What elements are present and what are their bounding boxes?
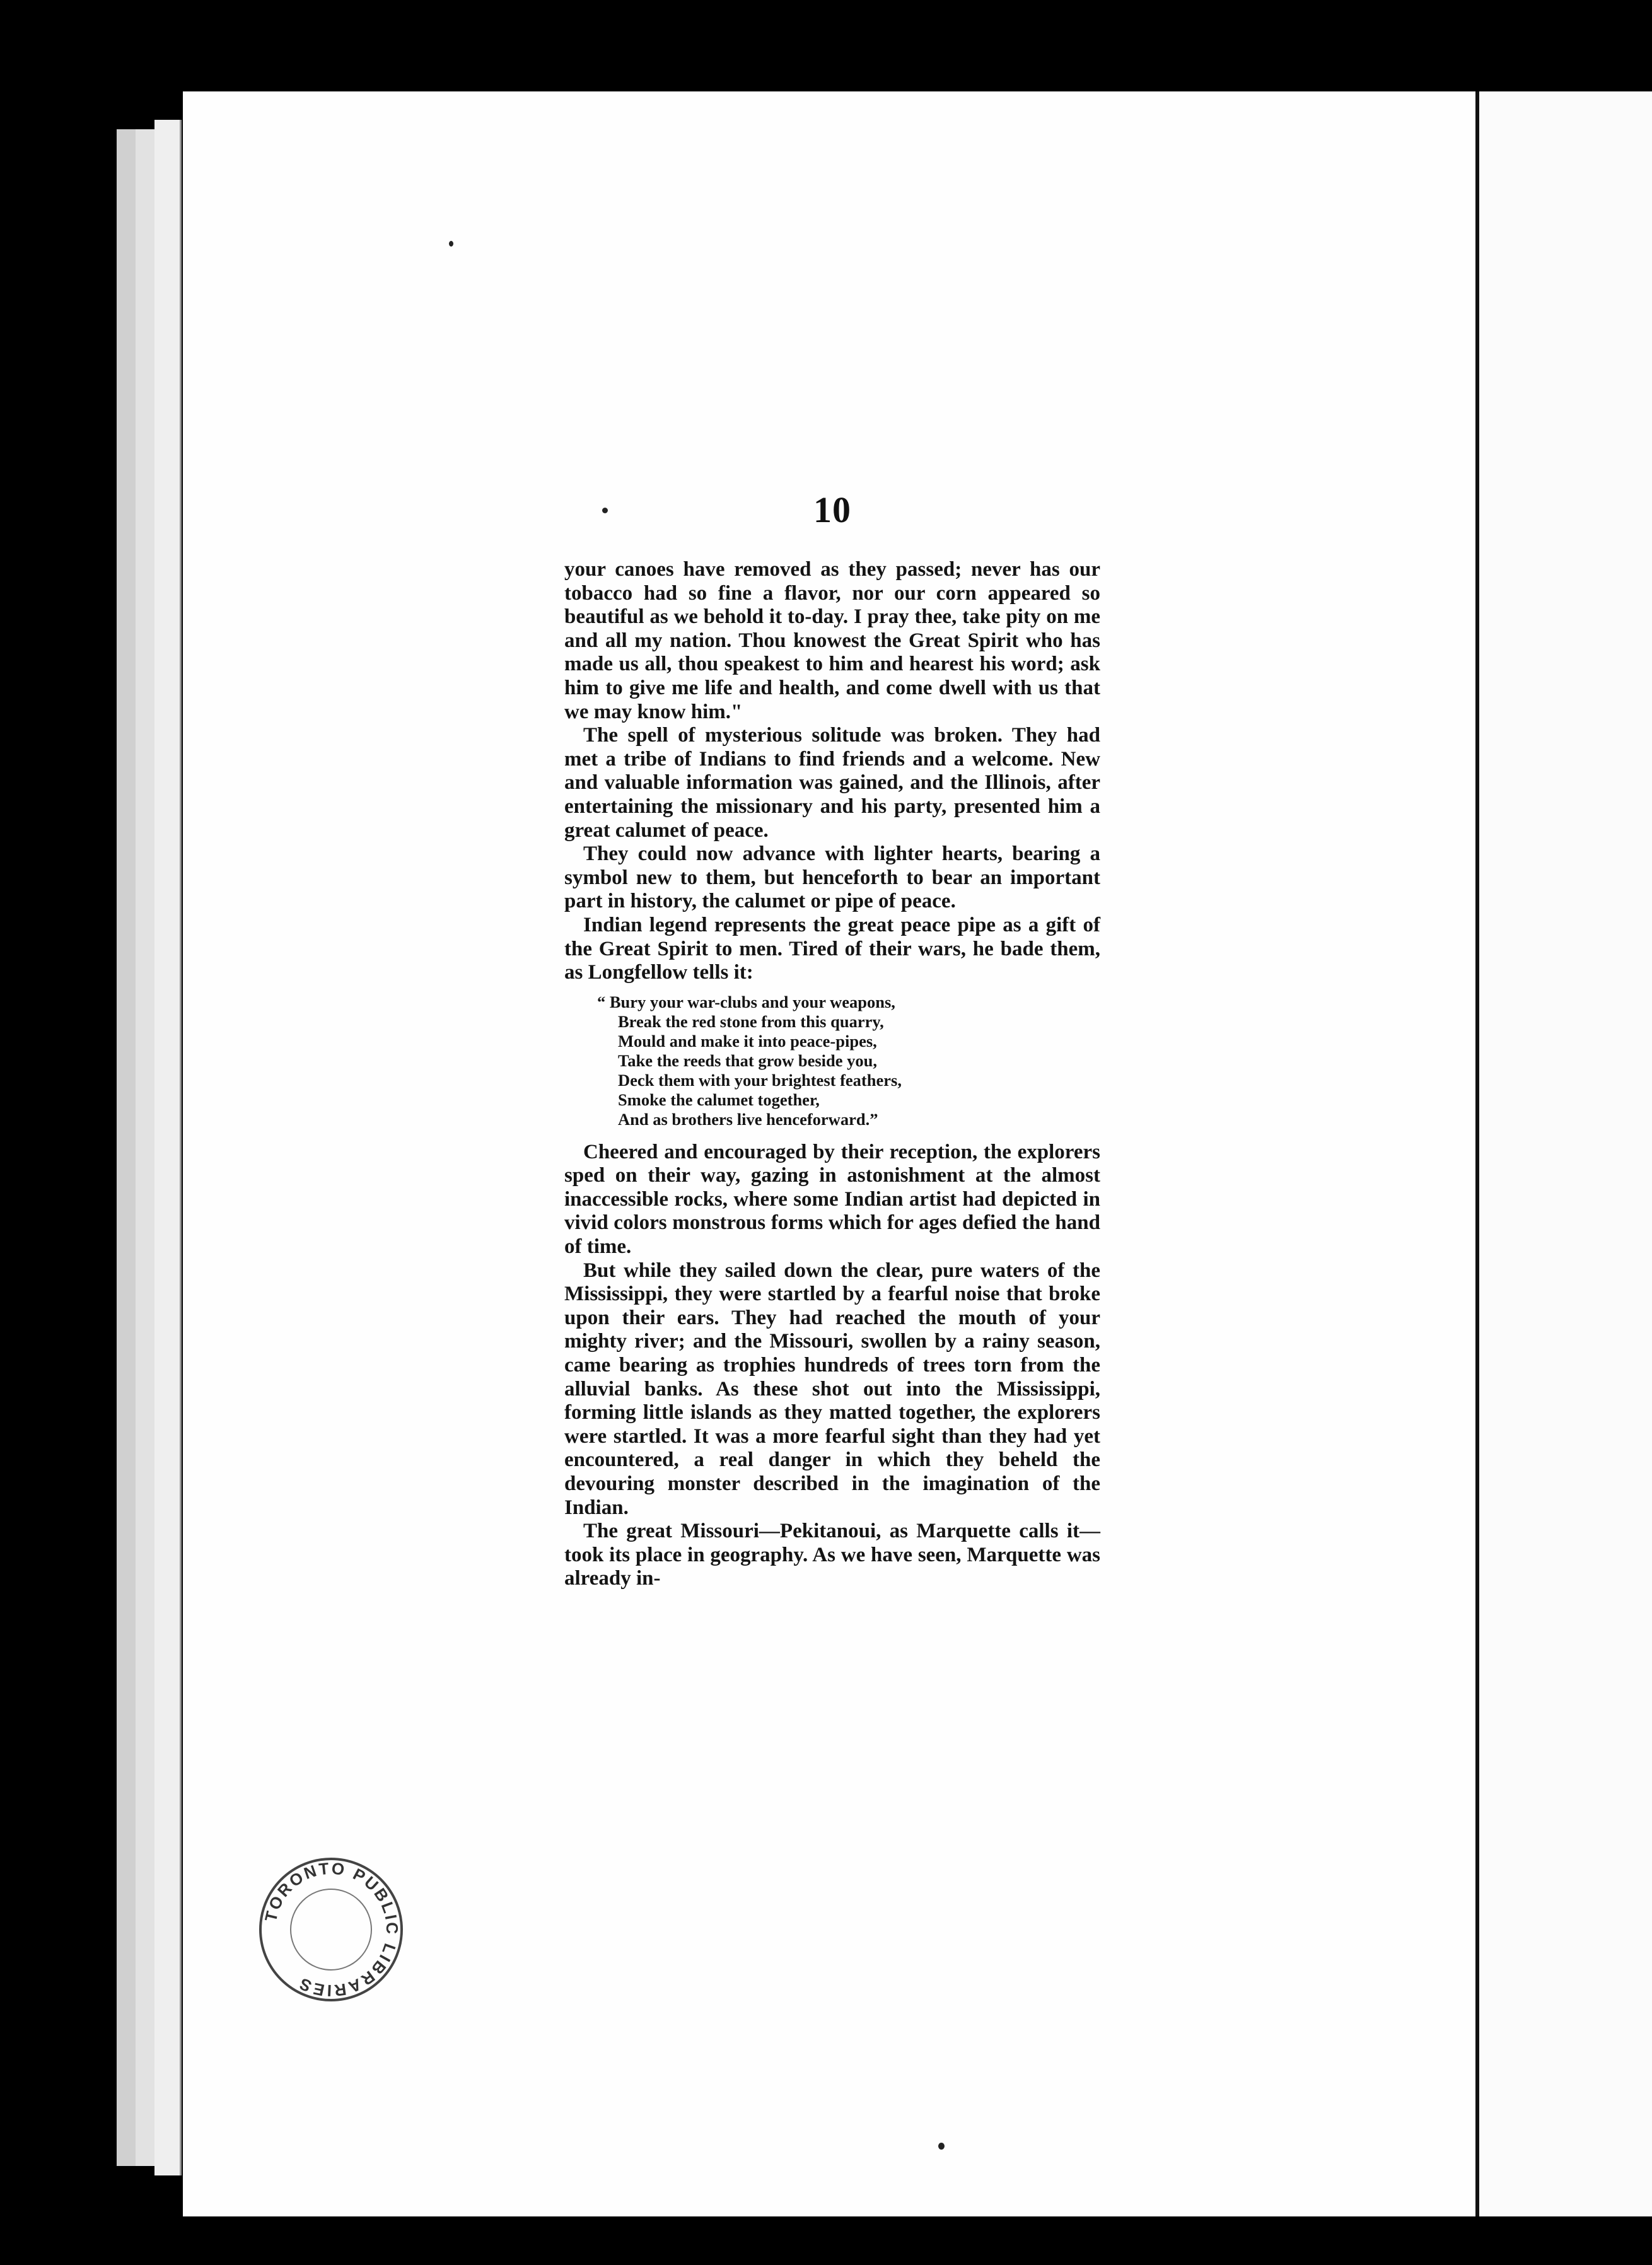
poem-line: Smoke the calumet together, — [618, 1090, 820, 1109]
page-stack-edge — [154, 120, 182, 2175]
speck — [938, 2143, 945, 2150]
paragraph: your canoes have removed as they passed; never has our tobacco had so fine a flavor, nor our corn appeared so beautiful as we behold it to-day. I pray thee, take pity on me and all my nation. Thou knowest the Great Spirit who has made us all, thou speakest to him and hearest his word; ask him to give me life and health, and come dwell with us that we may know him." — [564, 558, 1100, 723]
poem-line: And as brothers live henceforward.” — [618, 1109, 878, 1129]
facing-page-edge — [1475, 91, 1652, 2216]
poem-line: Break the red stone from this quarry, — [618, 1011, 884, 1031]
paragraph: The spell of mysterious solitude was broken. They had met a tribe of Indians to find friends and a welcome. New and valuable information was gained, and the Illinois, after entertaining the missionary and his party, presented him a great calumet of peace. — [564, 724, 1100, 842]
paragraph: Cheered and encouraged by their reception, the explorers sped on their way, gazing in astonishment at the almost inaccessible rocks, where some Indian artist had depicted in vivid colors monstrous forms which for ages defied the hand of time. — [564, 1140, 1100, 1259]
body-text — [564, 558, 1100, 1591]
page-stack-edge — [117, 129, 137, 2166]
paragraph: Indian legend represents the great peace pipe as a gift of the Great Spirit to men. Tired of their wars, he bade them, as Longfellow tells it: — [564, 913, 1100, 984]
paragraph: They could now advance with lighter hearts, bearing a symbol new to them, but henceforth to bear an important part in history, the calumet or pipe of peace. — [564, 842, 1100, 913]
speck — [449, 241, 453, 247]
paragraph: The great Missouri—Pekitanoui, as Marquette calls it—took its place in geography. As we have seen, Marquette was already in- — [564, 1520, 1100, 1590]
poem-line: Mould and make it into peace-pipes, — [618, 1031, 877, 1051]
library-stamp — [255, 1854, 407, 2005]
page-number: 10 — [813, 489, 851, 530]
paragraph: But while they sailed down the clear, pure waters of the Mississippi, they were startled by a fearful noise that broke upon their ears. They had reached the mouth of your mighty river; and the Missouri, swollen by a rainy season, came bearing as trophies hundreds of trees torn from the alluvial banks. As these shot out into the Mississippi, forming little islands as they matted together, the explorers were startled. It was a more fearful sight than they had yet encountered, a real danger in which they beheld the devouring monster described in the imagination of the Indian. — [564, 1259, 1100, 1519]
poem-line: “ Bury your war-clubs and your weapons, — [597, 992, 895, 1011]
speck — [602, 508, 608, 513]
page-stack-edge — [136, 129, 156, 2166]
poem-quotation — [597, 993, 1100, 1129]
poem-line: Take the reeds that grow beside you, — [618, 1051, 878, 1070]
stamp-text: TORONTO PUBLIC LIBRARIES — [260, 1858, 402, 2001]
poem-line: Deck them with your brightest feathers, — [618, 1070, 902, 1090]
